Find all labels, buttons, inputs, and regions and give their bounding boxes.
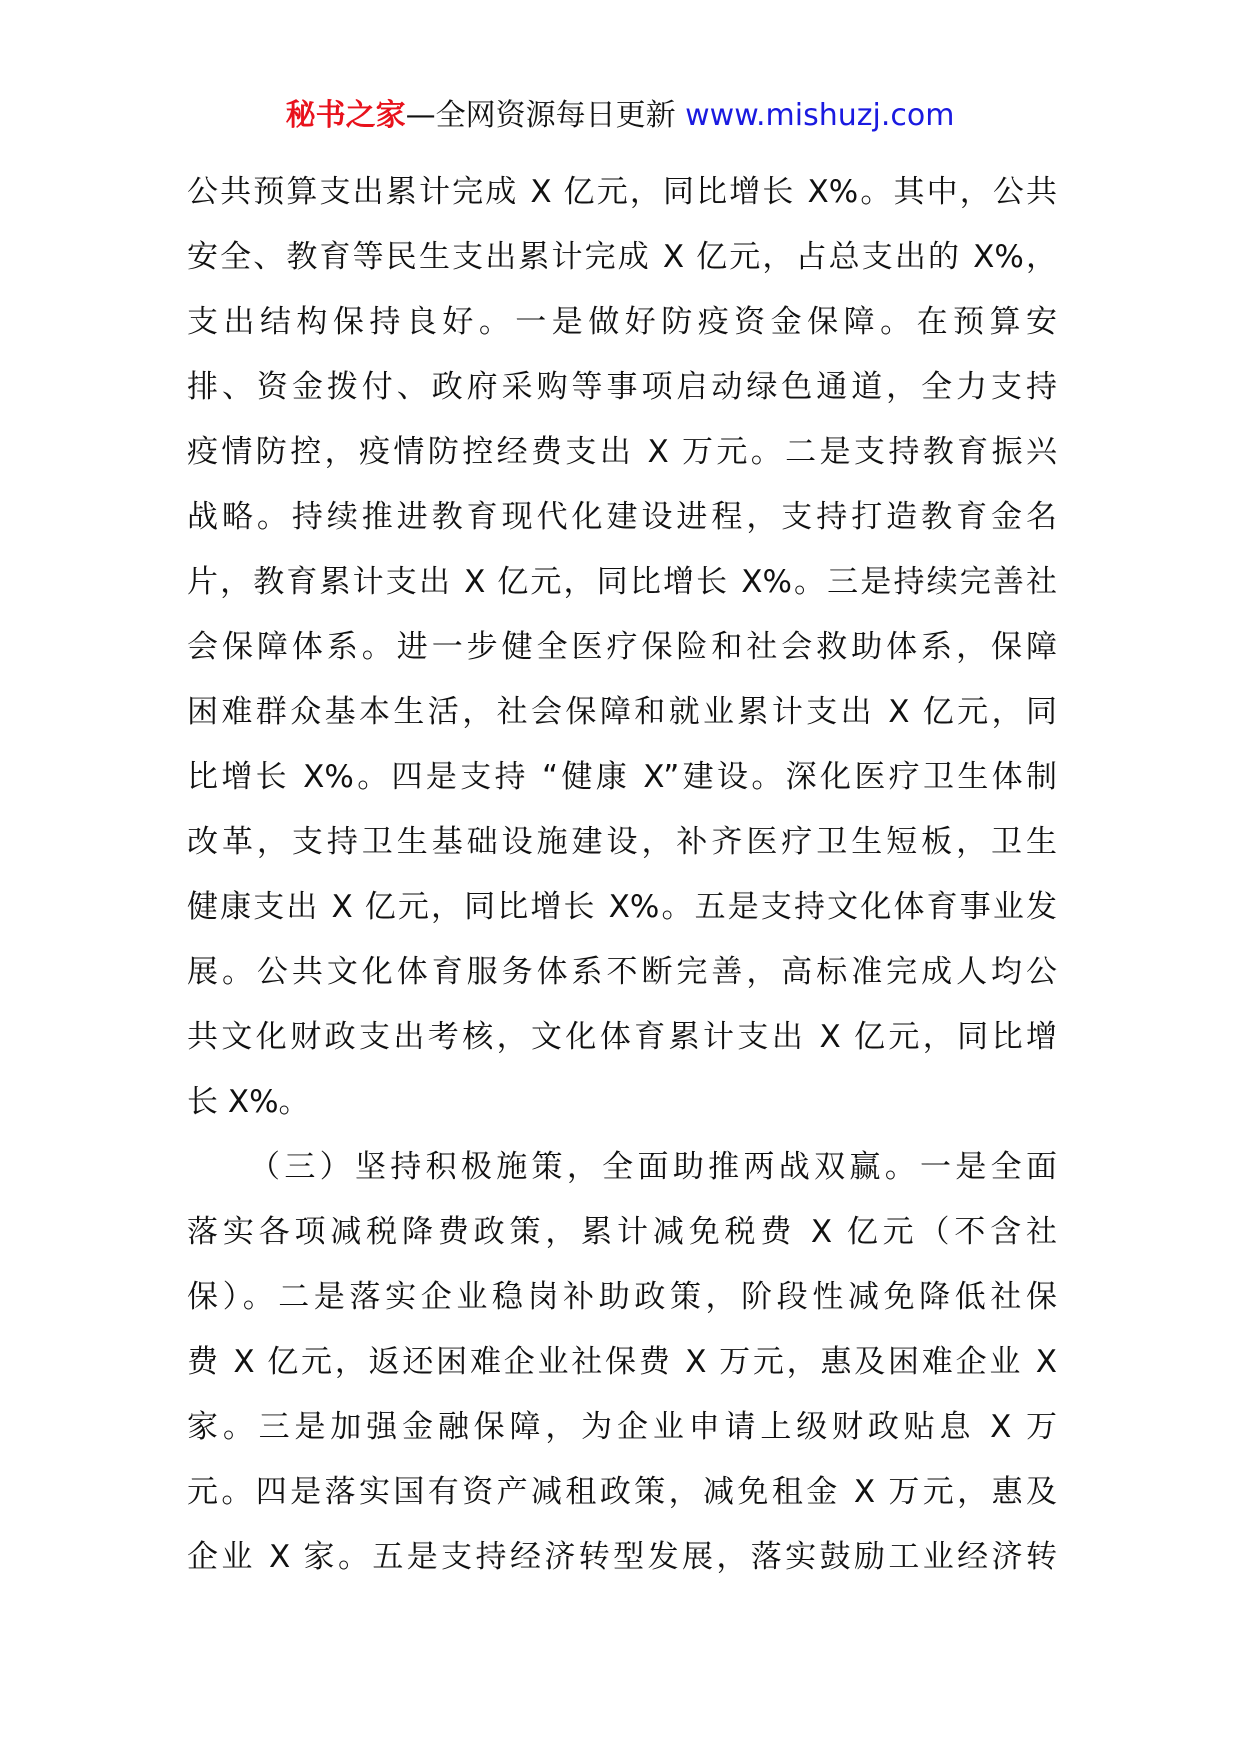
- text-line: 费 X 亿元，返还困难企业社保费 X 万元，惠及困难企业 X: [187, 1344, 1057, 1380]
- text-line: 战略。持续推进教育现代化建设进程，支持打造教育金名: [187, 499, 1057, 535]
- text-line: 长 X%。: [187, 1084, 310, 1120]
- text-line: 家。三是加强金融保障，为企业申请上级财政贴息 X 万: [187, 1409, 1057, 1445]
- site-header: [0, 96, 1240, 136]
- document-body: [187, 160, 1057, 1590]
- text-line: 困难群众基本生活，社会保障和就业累计支出 X 亿元，同: [187, 694, 1057, 730]
- text-line: 公共预算支出累计完成 X 亿元，同比增长 X%。其中，公共: [187, 174, 1057, 210]
- text-line: 企业 X 家。五是支持经济转型发展，落实鼓励工业经济转: [187, 1539, 1057, 1575]
- text-line: 落实各项减税降费政策，累计减免税费 X 亿元（不含社: [187, 1214, 1057, 1250]
- text-line: 元。四是落实国有资产减租政策，减免租金 X 万元，惠及: [187, 1474, 1057, 1510]
- site-url-link[interactable]: www.mishuzj.com: [685, 98, 955, 133]
- text-line: 比增长 X%。四是支持 “健康 X”建设。深化医疗卫生体制: [187, 759, 1057, 795]
- text-line: 片，教育累计支出 X 亿元，同比增长 X%。三是持续完善社: [187, 564, 1057, 600]
- text-line: 展。公共文化体育服务体系不断完善，高标准完成人均公: [187, 954, 1057, 990]
- site-slogan: —全网资源每日更新: [405, 98, 676, 133]
- text-line: 共文化财政支出考核，文化体育累计支出 X 亿元，同比增: [187, 1019, 1057, 1055]
- site-brand: 秘书之家: [285, 98, 406, 133]
- text-line: 保）。二是落实企业稳岗补助政策，阶段性减免降低社保: [187, 1279, 1057, 1315]
- text-line: 排、资金拨付、政府采购等事项启动绿色通道，全力支持: [187, 369, 1057, 405]
- text-line: 支出结构保持良好。一是做好防疫资金保障。在预算安: [187, 304, 1057, 340]
- text-line: 安全、教育等民生支出累计完成 X 亿元，占总支出的 X%，: [187, 239, 1057, 275]
- text-line: 疫情防控，疫情防控经费支出 X 万元。二是支持教育振兴: [187, 434, 1057, 470]
- text-line: 健康支出 X 亿元，同比增长 X%。五是支持文化体育事业发: [187, 889, 1057, 925]
- text-line: 改革，支持卫生基础设施建设，补齐医疗卫生短板，卫生: [187, 824, 1057, 860]
- text-line: 会保障体系。进一步健全医疗保险和社会救助体系，保障: [187, 629, 1057, 665]
- section-heading-line: （三）坚持积极施策，全面助推两战双赢。一是全面: [249, 1149, 1057, 1185]
